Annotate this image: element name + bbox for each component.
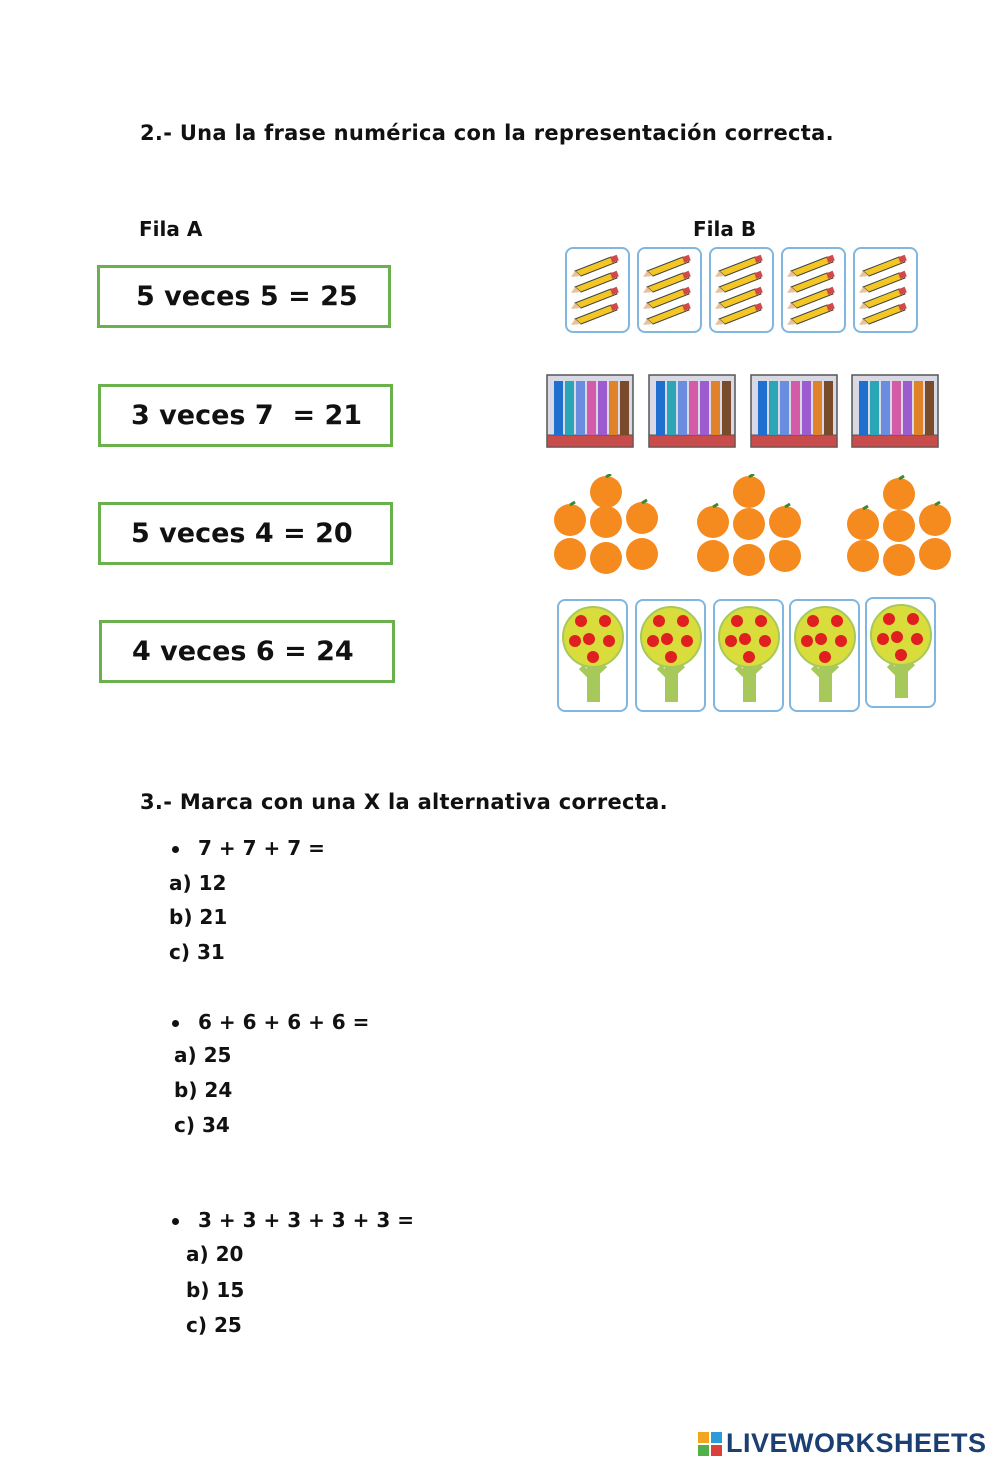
pencil-group-card — [637, 247, 702, 333]
phrase-box-4[interactable]: 4 veces 6 = 24 — [99, 620, 395, 683]
apple-tree-icon — [791, 601, 858, 710]
column-label-b: Fila B — [693, 217, 757, 241]
picture-pencils[interactable] — [565, 247, 920, 333]
bullet-icon — [172, 1218, 179, 1225]
orange-group-icon — [847, 476, 951, 576]
question-3-option-c[interactable]: c) 25 — [186, 1313, 242, 1337]
apple-tree-icon — [637, 601, 704, 710]
question-3-option-a[interactable]: a) 20 — [186, 1242, 244, 1266]
phrase-box-3[interactable]: 5 veces 4 = 20 — [98, 502, 393, 565]
question-3-prompt: 3 + 3 + 3 + 3 + 3 = — [198, 1208, 415, 1232]
apple-tree-card — [789, 599, 860, 712]
pencil-box-icon — [547, 375, 633, 447]
picture-apple-trees[interactable] — [557, 597, 937, 712]
phrase-box-2[interactable]: 3 veces 7 = 21 — [98, 384, 393, 447]
apple-tree-icon — [715, 601, 782, 710]
question-2-option-a[interactable]: a) 25 — [174, 1043, 232, 1067]
brand-name: LIVEWORKSHEETS — [726, 1428, 987, 1458]
liveworksheets-logo — [697, 1428, 987, 1459]
question-2-option-c[interactable]: c) 34 — [174, 1113, 230, 1137]
phrase-box-1[interactable]: 5 veces 5 = 25 — [97, 265, 391, 328]
question-1-option-a[interactable]: a) 12 — [169, 871, 227, 895]
column-label-a: Fila A — [139, 217, 203, 241]
apple-tree-icon — [559, 601, 626, 710]
question-2-option-b[interactable]: b) 24 — [174, 1078, 233, 1102]
question-3-option-b[interactable]: b) 15 — [186, 1278, 245, 1302]
section-2-title: 2.- Una la frase numérica con la representación correcta. — [140, 121, 834, 145]
question-1-option-b[interactable]: b) 21 — [169, 905, 228, 929]
apple-tree-card — [713, 599, 784, 712]
question-2-prompt: 6 + 6 + 6 + 6 = — [198, 1010, 370, 1034]
section-3-title: 3.- Marca con una X la alternativa correcta. — [140, 790, 668, 814]
apple-tree-card — [557, 599, 628, 712]
picture-oranges[interactable] — [548, 474, 960, 578]
pencil-box-icon — [751, 375, 837, 447]
orange-group-icon — [697, 474, 801, 576]
pencil-group-card — [853, 247, 918, 333]
bullet-icon — [172, 1020, 179, 1027]
pencil-box-icon — [649, 375, 735, 447]
question-1-option-c[interactable]: c) 31 — [169, 940, 225, 964]
apple-tree-card — [635, 599, 706, 712]
pencil-group-card — [781, 247, 846, 333]
picture-pencil-boxes[interactable] — [545, 373, 940, 451]
question-1-prompt: 7 + 7 + 7 = — [198, 836, 325, 860]
apple-tree-card — [865, 597, 936, 708]
pencil-box-icon — [852, 375, 938, 447]
pencil-group-card — [709, 247, 774, 333]
pencil-group-card — [565, 247, 630, 333]
apple-tree-icon — [867, 599, 934, 706]
liveworksheets-logo-icon — [697, 1431, 723, 1457]
bullet-icon — [172, 846, 179, 853]
orange-group-icon — [554, 474, 658, 574]
